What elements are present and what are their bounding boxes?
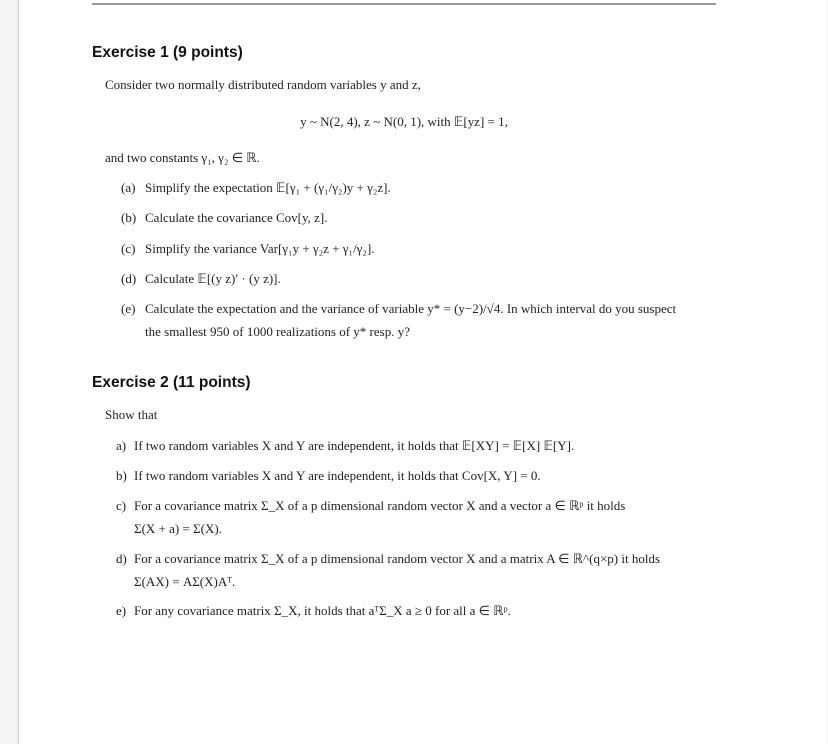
exercise-2-item-b-label: b) xyxy=(116,468,127,483)
document-page xyxy=(18,0,827,744)
exercise-1-constants: and two constants γ₁, γ₂ ∈ ℝ. xyxy=(105,150,260,165)
exercise-2-item-c-continuation: Σ(X + a) = Σ(X). xyxy=(134,521,222,536)
exercise-1-item-e-continuation: the smallest 950 of 1000 realizations of y* resp. y? xyxy=(145,324,410,339)
exercise-2-item-b-text: If two random variables X and Y are independent, it holds that Cov[X, Y] = 0. xyxy=(134,468,541,483)
exercise-1-item-d-text: Calculate 𝔼[(y z)′ · (y z)]. xyxy=(145,271,281,286)
exercise-1-item-c-text: Simplify the variance Var[γ₁y + γ₂z + γ₁/γ₂]. xyxy=(145,241,375,256)
top-rule xyxy=(92,3,716,5)
exercise-2-item-d-continuation: Σ(AX) = AΣ(X)Aᵀ. xyxy=(134,574,236,589)
exercise-1-item-d-label: (d) xyxy=(121,271,137,286)
exercise-1-item-a-text: Simplify the expectation 𝔼[γ₁ + (γ₁/γ₂)y + γ₂z]. xyxy=(145,180,391,195)
exercise-1-heading: Exercise 1 (9 points) xyxy=(92,44,243,61)
exercise-2-intro: Show that xyxy=(105,407,158,422)
exercise-2-item-c-label: c) xyxy=(116,498,127,513)
exercise-1-item-b-label: (b) xyxy=(121,210,137,225)
exercise-2-item-d-label: d) xyxy=(116,551,127,566)
exercise-1-distribution: y ~ N(2, 4), z ~ N(0, 1), with 𝔼[yz] = 1, xyxy=(300,114,508,129)
exercise-1-item-b-text: Calculate the covariance Cov[y, z]. xyxy=(145,210,328,225)
exercise-1-item-e-text: Calculate the expectation and the variance of variable y* = (y−2)/√4. In which interval do you suspect xyxy=(145,301,677,316)
exercise-2-heading: Exercise 2 (11 points) xyxy=(92,374,251,391)
exercise-1-item-a-label: (a) xyxy=(121,180,136,195)
exercise-1-item-c-label: (c) xyxy=(121,241,136,256)
exercise-2-item-d-text: For a covariance matrix Σ_X of a p dimensional random vector X and a matrix A ∈ ℝ^(q×p) it holds xyxy=(134,551,661,566)
exercise-1-intro: Consider two normally distributed random variables y and z, xyxy=(105,77,421,92)
exercise-1-item-e-label: (e) xyxy=(121,301,136,316)
exercise-2-item-e-label: e) xyxy=(116,603,127,618)
exercise-2-item-a-text: If two random variables X and Y are independent, it holds that 𝔼[XY] = 𝔼[X] 𝔼[Y]. xyxy=(134,438,575,453)
exercise-2-item-c-text: For a covariance matrix Σ_X of a p dimensional random vector X and a vector a ∈ ℝᵖ it holds xyxy=(134,498,626,513)
exercise-2-item-e-text: For any covariance matrix Σ_X, it holds that aᵀΣ_X a ≥ 0 for all a ∈ ℝᵖ. xyxy=(134,603,511,618)
exercise-2-item-a-label: a) xyxy=(116,438,127,453)
